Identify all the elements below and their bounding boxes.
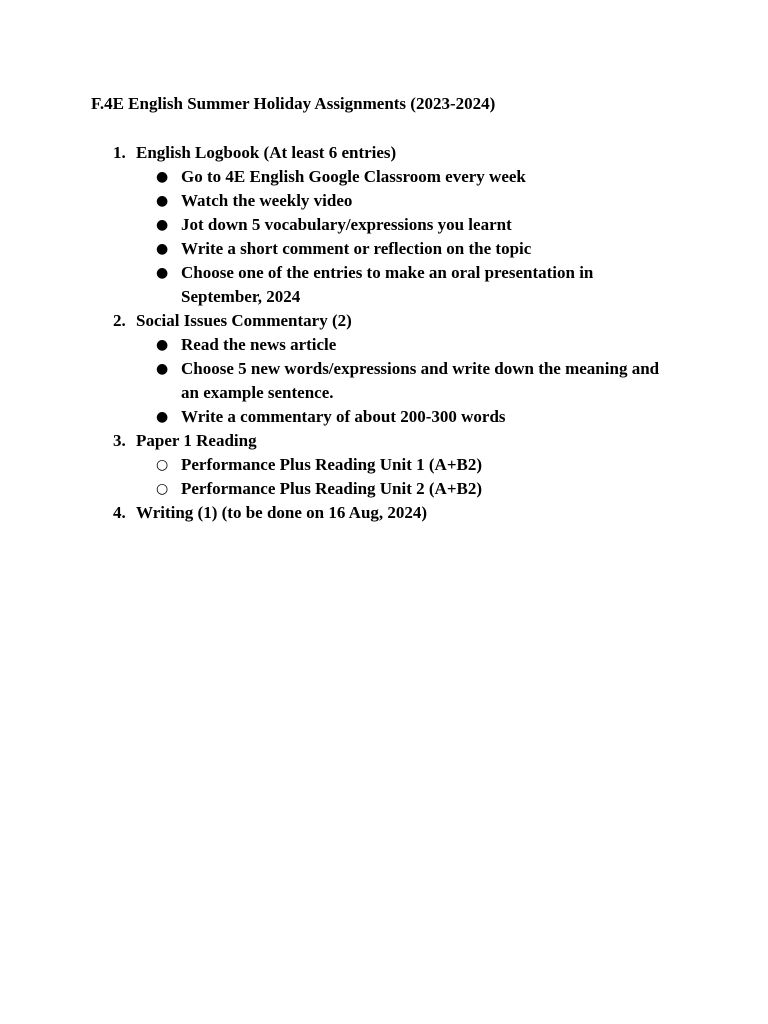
sub-item-text: Jot down 5 vocabulary/expressions you learnt [181, 215, 512, 234]
bullet-icon: ● [156, 169, 169, 185]
sub-item-text: Choose 5 new words/expressions and write down the meaning and [181, 359, 660, 378]
sub-item [0, 477, 768, 501]
sub-item [0, 165, 768, 189]
sub-item [0, 285, 768, 309]
sub-item-text: September, 2024 [181, 287, 301, 306]
sub-item-text: Choose one of the entries to make an oral presentation in [181, 263, 594, 282]
sub-item [0, 213, 768, 237]
sub-item [0, 237, 768, 261]
bullet-icon: ● [156, 241, 169, 257]
sub-item-text: an example sentence. [181, 383, 334, 402]
bullet-icon: ● [156, 337, 169, 353]
hollow-bullet-icon: ○ [156, 481, 169, 497]
sub-item [0, 261, 768, 285]
sub-item-text: Go to 4E English Google Classroom every week [181, 167, 526, 186]
assignment-item [0, 429, 768, 453]
item-number: 4. [113, 503, 126, 522]
document-title: F.4E English Summer Holiday Assignments (2023-2024) [91, 94, 496, 113]
hollow-bullet-icon: ○ [156, 457, 169, 473]
item-label: Paper 1 Reading [136, 431, 257, 450]
bullet-icon: ● [156, 217, 169, 233]
item-label: English Logbook (At least 6 entries) [136, 143, 397, 162]
sub-item [0, 357, 768, 381]
sub-item [0, 453, 768, 477]
sub-item-text: Watch the weekly video [181, 191, 353, 210]
assignment-item [0, 309, 768, 333]
item-label: Social Issues Commentary (2) [136, 311, 352, 330]
bullet-icon: ● [156, 409, 169, 425]
sub-item-text: Write a short comment or reflection on the topic [181, 239, 532, 258]
sub-item-text: Performance Plus Reading Unit 1 (A+B2) [181, 455, 483, 474]
sub-item-text: Read the news article [181, 335, 337, 354]
item-label: Writing (1) (to be done on 16 Aug, 2024) [136, 503, 428, 522]
sub-item-text: Performance Plus Reading Unit 2 (A+B2) [181, 479, 483, 498]
sub-item [0, 405, 768, 429]
assignment-item [0, 141, 768, 165]
bullet-icon: ● [156, 193, 169, 209]
sub-item [0, 333, 768, 357]
item-number: 2. [113, 311, 126, 330]
sub-item-text: Write a commentary of about 200-300 words [181, 407, 506, 426]
sub-item [0, 189, 768, 213]
item-number: 3. [113, 431, 126, 450]
bullet-icon: ● [156, 265, 169, 281]
bullet-icon: ● [156, 361, 169, 377]
assignment-item [0, 501, 768, 525]
sub-item [0, 381, 768, 405]
item-number: 1. [113, 143, 126, 162]
assignment-list [0, 141, 768, 525]
